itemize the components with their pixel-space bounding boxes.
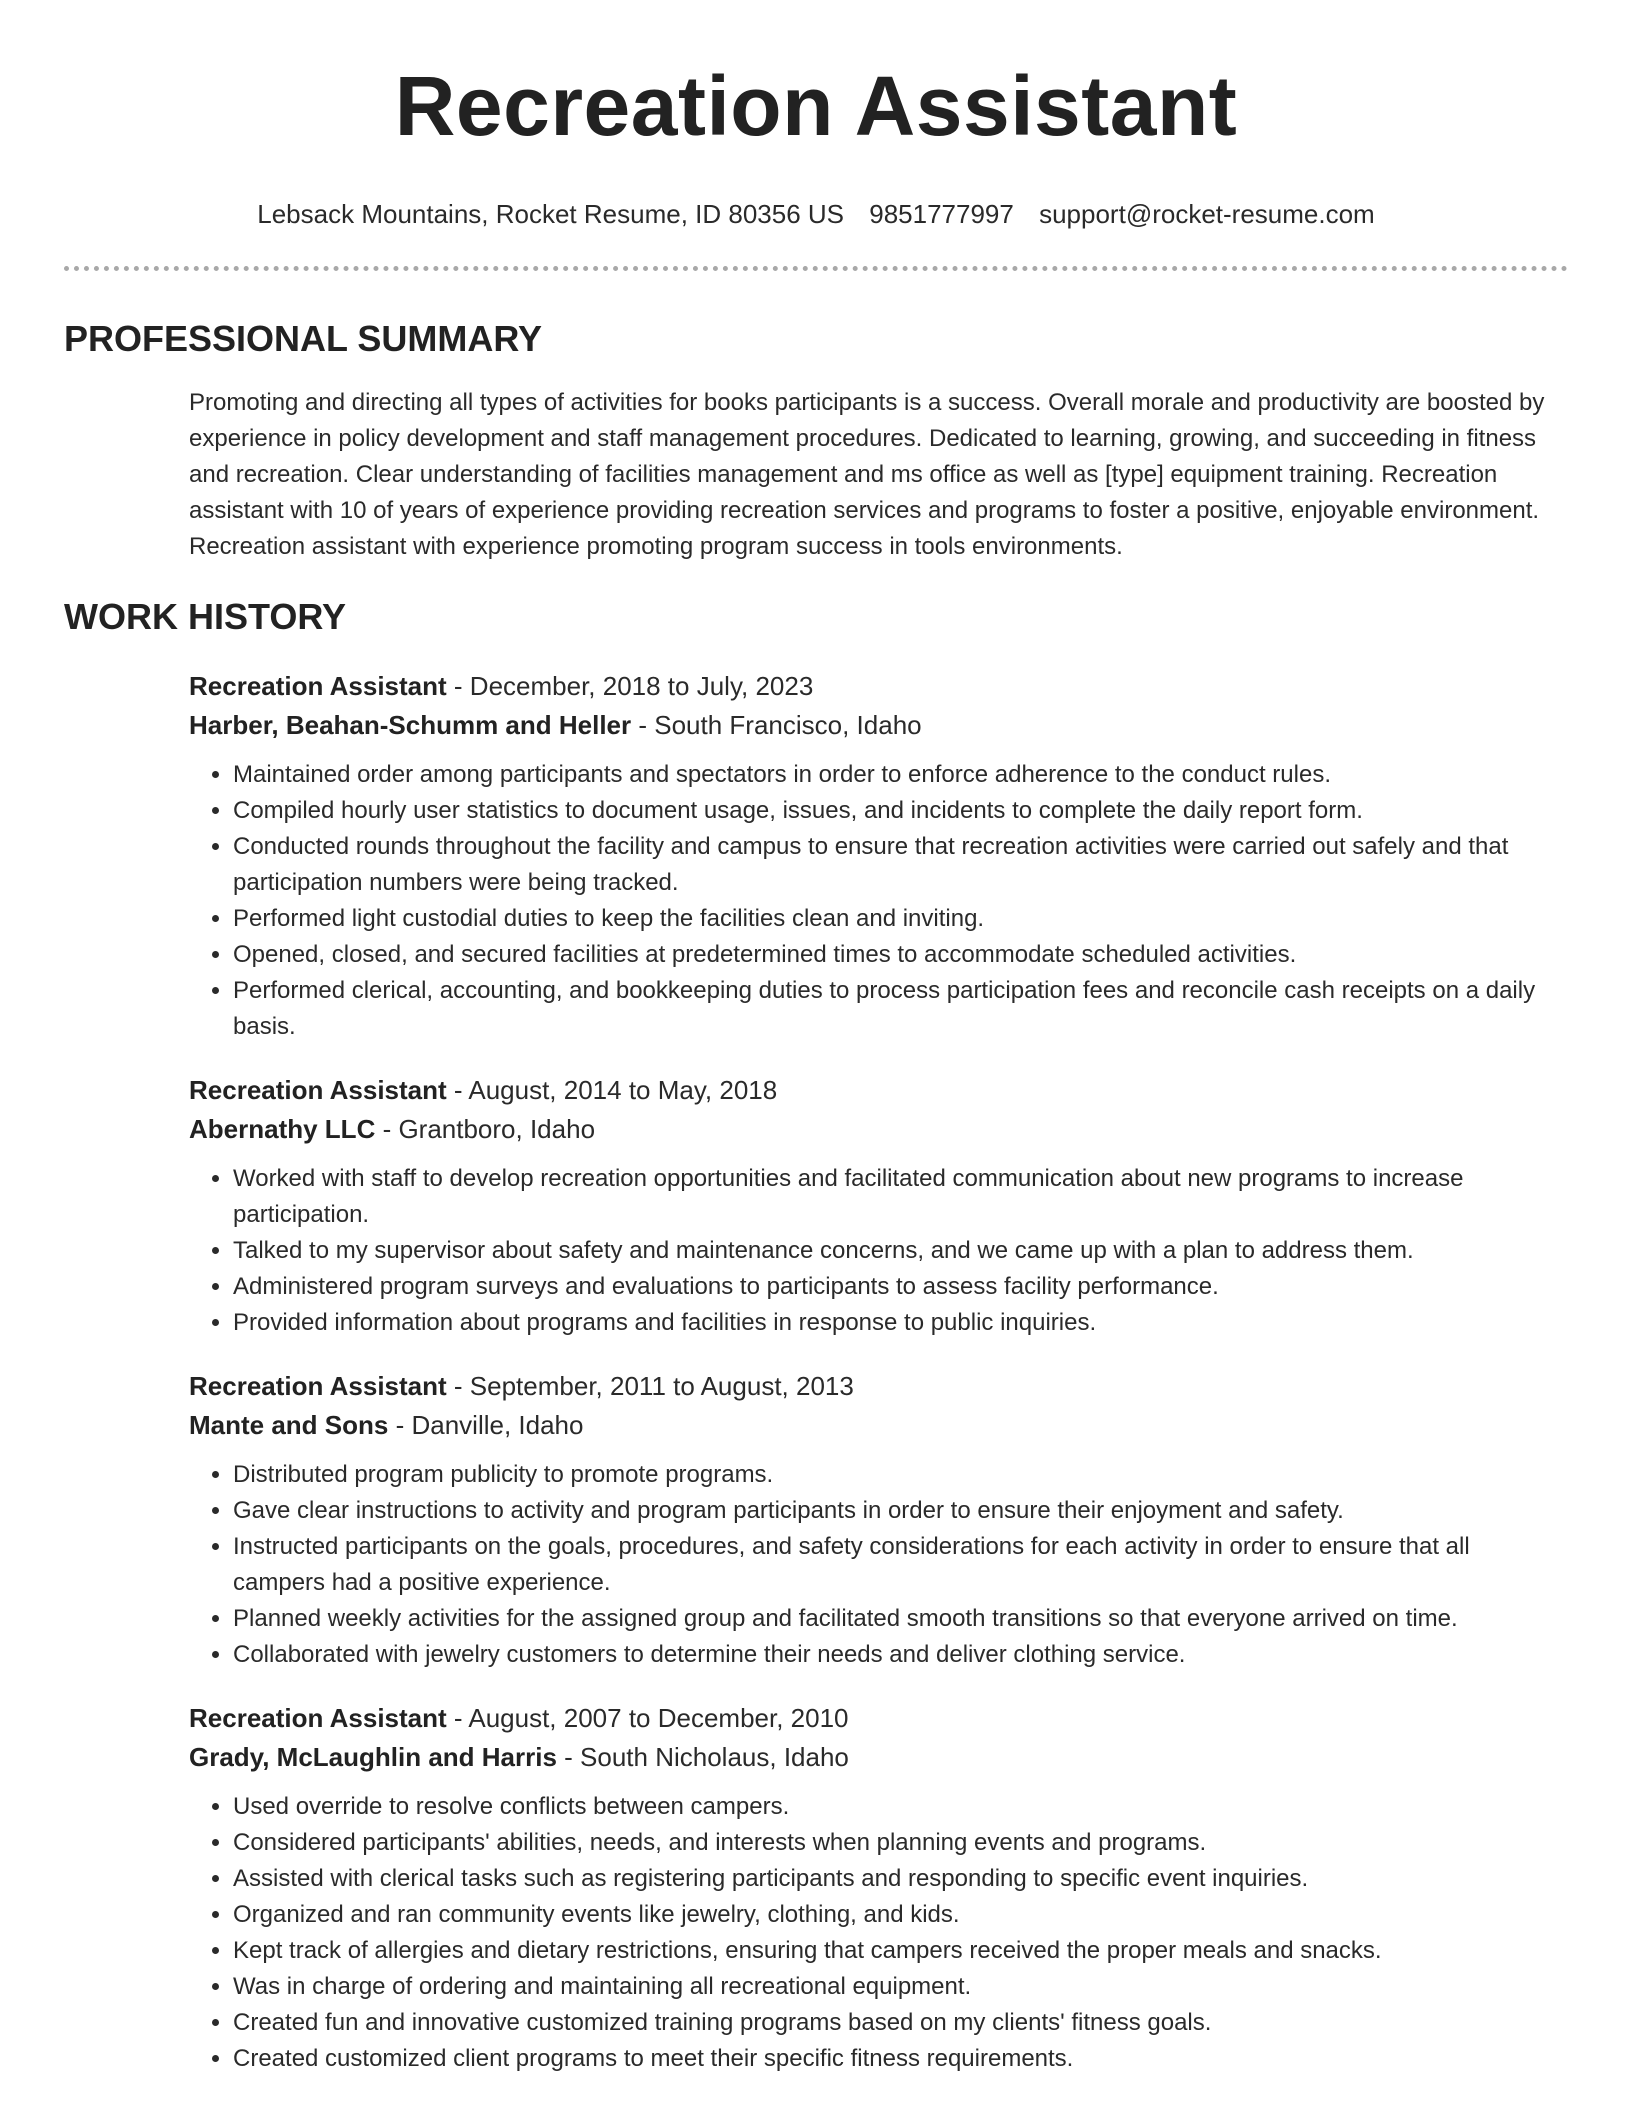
job-entry: [189, 1699, 1568, 2077]
candidate-name: Recreation Assistant: [394, 59, 1238, 153]
job-duties-list: [189, 1789, 1568, 2077]
job-dates: - August, 2007 to December, 2010: [446, 1703, 849, 1733]
job-role: Recreation Assistant: [189, 671, 447, 701]
job-duty: • Worked with staff to develop recreation opportunities and facilitated communication about new programs to increase participation.: [233, 1161, 1568, 1233]
job-duty: • Talked to my supervisor about safety and maintenance concerns, and we came up with a plan to address them.: [233, 1233, 1568, 1269]
contact-line: [64, 196, 1568, 232]
job-duty: • Performed clerical, accounting, and bookkeeping duties to process participation fees and reconcile cash receipts on a daily basis.: [233, 973, 1568, 1045]
job-company: Harber, Beahan-Schumm and Heller: [189, 710, 632, 740]
job-role-line: [189, 667, 1568, 706]
job-entry: [189, 1367, 1568, 1673]
resume-header: [64, 56, 1568, 271]
job-dates: - December, 2018 to July, 2023: [446, 671, 814, 701]
job-entry: [189, 1071, 1568, 1341]
job-duties-list: [189, 1457, 1568, 1673]
section-title-summary: PROFESSIONAL SUMMARY: [64, 318, 543, 359]
job-company-line: [189, 1738, 1568, 1777]
job-company: Mante and Sons: [189, 1410, 389, 1440]
job-duty: • Collaborated with jewelry customers to determine their needs and deliver clothing service.: [233, 1637, 1568, 1673]
job-company-line: [189, 1110, 1568, 1149]
work-history-section: [64, 595, 1568, 2077]
summary-text: Promoting and directing all types of activities for books participants is a success. Overall morale and productivity are boosted by experience in policy development and staff management procedures. Dedicated to learning, growing, and succeeding in fitness and recreation. Clear understanding of facilities management and ms office as well as [type] equipment training. Recreation assistant with 10 of years of experience providing recreation services and programs to foster a positive, enjoyable environment. Recreation assistant with experience promoting program success in tools environments.: [189, 389, 1545, 560]
job-duties-list: [189, 1161, 1568, 1341]
job-company-line: [189, 1406, 1568, 1445]
section-title-work-history: WORK HISTORY: [64, 596, 347, 637]
job-company: Abernathy LLC: [189, 1114, 376, 1144]
job-duty: • Was in charge of ordering and maintaining all recreational equipment.: [233, 1969, 1568, 2005]
job-role-line: [189, 1699, 1568, 1738]
job-list: [189, 667, 1568, 2077]
job-duty: • Assisted with clerical tasks such as registering participants and responding to specific event inquiries.: [233, 1861, 1568, 1897]
job-duty: • Gave clear instructions to activity and program participants in order to ensure their enjoyment and safety.: [233, 1493, 1568, 1529]
job-dates: - August, 2014 to May, 2018: [446, 1075, 778, 1105]
job-duty: • Administered program surveys and evaluations to participants to assess facility performance.: [233, 1269, 1568, 1305]
job-location: - South Francisco, Idaho: [631, 710, 922, 740]
job-duty: • Created fun and innovative customized training programs based on my clients' fitness goals.: [233, 2005, 1568, 2041]
job-duty: • Provided information about programs and facilities in response to public inquiries.: [233, 1305, 1568, 1341]
job-duty: • Organized and ran community events like jewelry, clothing, and kids.: [233, 1897, 1568, 1933]
job-duty: • Used override to resolve conflicts between campers.: [233, 1789, 1568, 1825]
job-role-line: [189, 1367, 1568, 1406]
job-duty: • Distributed program publicity to promote programs.: [233, 1457, 1568, 1493]
job-duty: • Maintained order among participants and spectators in order to enforce adherence to the conduct rules.: [233, 757, 1568, 793]
job-role: Recreation Assistant: [189, 1371, 447, 1401]
job-duty: • Created customized client programs to meet their specific fitness requirements.: [233, 2041, 1568, 2077]
job-duty: • Performed light custodial duties to keep the facilities clean and inviting.: [233, 901, 1568, 937]
job-duties-list: [189, 757, 1568, 1045]
job-role-line: [189, 1071, 1568, 1110]
job-company: Grady, McLaughlin and Harris: [189, 1742, 557, 1772]
job-company-line: [189, 706, 1568, 745]
contact-phone: 9851777997: [869, 199, 1014, 229]
job-duty: • Considered participants' abilities, needs, and interests when planning events and programs.: [233, 1825, 1568, 1861]
job-location: - South Nicholaus, Idaho: [556, 1742, 849, 1772]
job-dates: - September, 2011 to August, 2013: [446, 1371, 854, 1401]
job-location: - Danville, Idaho: [388, 1410, 584, 1440]
job-duty: • Opened, closed, and secured facilities at predetermined times to accommodate scheduled activities.: [233, 937, 1568, 973]
job-duty: • Planned weekly activities for the assigned group and facilitated smooth transitions so that everyone arrived on time.: [233, 1601, 1568, 1637]
job-duty: • Instructed participants on the goals, procedures, and safety considerations for each activity in order to ensure that all campers had a positive experience.: [233, 1529, 1568, 1601]
job-role: Recreation Assistant: [189, 1703, 447, 1733]
professional-summary-section: [64, 317, 1568, 565]
job-duty: • Kept track of allergies and dietary restrictions, ensuring that campers received the proper meals and snacks.: [233, 1933, 1568, 1969]
contact-email: support@rocket-resume.com: [1039, 199, 1375, 229]
contact-address: Lebsack Mountains, Rocket Resume, ID 80356 US: [257, 199, 845, 229]
job-duty: • Compiled hourly user statistics to document usage, issues, and incidents to complete the daily report form.: [233, 793, 1568, 829]
job-location: - Grantboro, Idaho: [375, 1114, 596, 1144]
header-divider: [64, 266, 1568, 271]
job-entry: [189, 667, 1568, 1045]
job-duty: • Conducted rounds throughout the facility and campus to ensure that recreation activities were carried out safely and that participation numbers were being tracked.: [233, 829, 1568, 901]
job-role: Recreation Assistant: [189, 1075, 447, 1105]
